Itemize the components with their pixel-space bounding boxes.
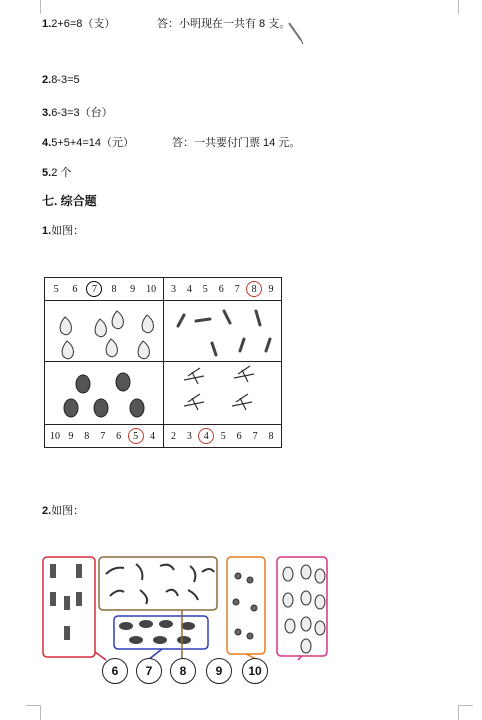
bread-icon	[119, 620, 195, 644]
answer-line-5	[42, 164, 71, 180]
banana-icon	[106, 564, 214, 604]
bottle-icon	[50, 564, 82, 640]
answer-statement-1: 答：小明现在一共有 8 支。	[157, 18, 291, 30]
number-row-top-left	[45, 278, 163, 300]
grid-number: 7	[252, 430, 258, 442]
answer-equation: 2+6=8（支）	[51, 18, 116, 30]
grid-number: 4	[186, 283, 192, 295]
grid-number: 6	[116, 430, 122, 442]
corner-mark	[458, 0, 473, 14]
answer-equation: 5+5+4=14（元）	[51, 137, 135, 149]
answer-line-2	[42, 74, 80, 86]
grid-number: 6	[236, 430, 242, 442]
section-title: 七. 综合题	[42, 194, 97, 208]
answer-statement-4: 答：一共要付门票 14 元。	[172, 137, 301, 149]
number-circle: 9	[206, 658, 232, 684]
pear-icon	[283, 565, 325, 653]
question-1-label	[42, 222, 84, 238]
pen-icon	[286, 20, 306, 46]
banana-group-box	[99, 557, 217, 610]
grid-number: 9	[268, 283, 274, 295]
number-circle: 8	[170, 658, 196, 684]
answer-number: 3.	[42, 107, 52, 119]
answer-equation: 6-3=3（台）	[51, 107, 113, 119]
pencils-picture	[164, 301, 282, 361]
question-text: 如图：	[51, 505, 85, 517]
answer-line-4	[42, 134, 134, 150]
cherry-icon	[233, 573, 257, 639]
grid-number: 4	[149, 430, 155, 442]
pears-picture	[45, 301, 163, 361]
corner-mark	[26, 0, 41, 14]
pineapple-icon	[45, 362, 162, 424]
grid-number: 3	[170, 283, 176, 295]
grid-number: 2	[170, 430, 176, 442]
matching-figure	[40, 552, 340, 662]
grid-number: 6	[72, 283, 78, 295]
answer-line-3	[42, 104, 113, 120]
answer-equation: 8-3=5	[51, 74, 80, 86]
corner-mark	[26, 705, 41, 720]
grid-number: 10	[146, 283, 157, 295]
counting-grid	[44, 277, 282, 448]
grid-number: 6	[218, 283, 224, 295]
grid-number: 3	[186, 430, 192, 442]
grid-number: 8	[84, 430, 90, 442]
grid-number: 8	[246, 281, 262, 297]
corner-mark	[458, 705, 473, 720]
grid-number: 8	[268, 430, 274, 442]
grid-number: 7	[86, 281, 102, 297]
grid-number: 9	[68, 430, 74, 442]
pear-icon	[45, 301, 162, 361]
number-circle: 10	[242, 658, 268, 684]
question-number: 1.	[42, 225, 52, 237]
bread-group-box	[114, 616, 208, 649]
number-row-top-right	[164, 278, 282, 300]
grid-number: 7	[234, 283, 240, 295]
answer-line-1	[42, 15, 115, 31]
grid-number: 8	[111, 283, 117, 295]
cherry-group-box	[227, 557, 265, 654]
answer-number: 2.	[42, 74, 52, 86]
answer-number: 4.	[42, 137, 52, 149]
question-number: 2.	[42, 505, 52, 517]
grid-number: 5	[128, 428, 144, 444]
pineapples-picture	[45, 362, 163, 424]
dragonfly-icon	[164, 362, 281, 424]
pencil-icon	[164, 301, 281, 361]
number-row-bottom-right	[164, 425, 282, 447]
question-2-label	[42, 502, 84, 518]
number-circle: 6	[102, 658, 128, 684]
question-text: 如图：	[51, 225, 85, 237]
answer-equation: 2 个	[51, 167, 72, 179]
grid-number: 7	[100, 430, 106, 442]
grid-number: 5	[202, 283, 208, 295]
number-circle: 7	[136, 658, 162, 684]
connector-lines	[95, 610, 302, 660]
answer-number: 1.	[42, 18, 52, 30]
grid-number: 5	[220, 430, 226, 442]
grid-number: 10	[49, 430, 60, 442]
dragonflies-picture	[164, 362, 282, 424]
grid-number: 9	[130, 283, 136, 295]
grid-number: 4	[198, 428, 214, 444]
grid-number: 5	[53, 283, 59, 295]
answer-number: 5.	[42, 167, 52, 179]
number-row-bottom-left	[45, 425, 163, 447]
